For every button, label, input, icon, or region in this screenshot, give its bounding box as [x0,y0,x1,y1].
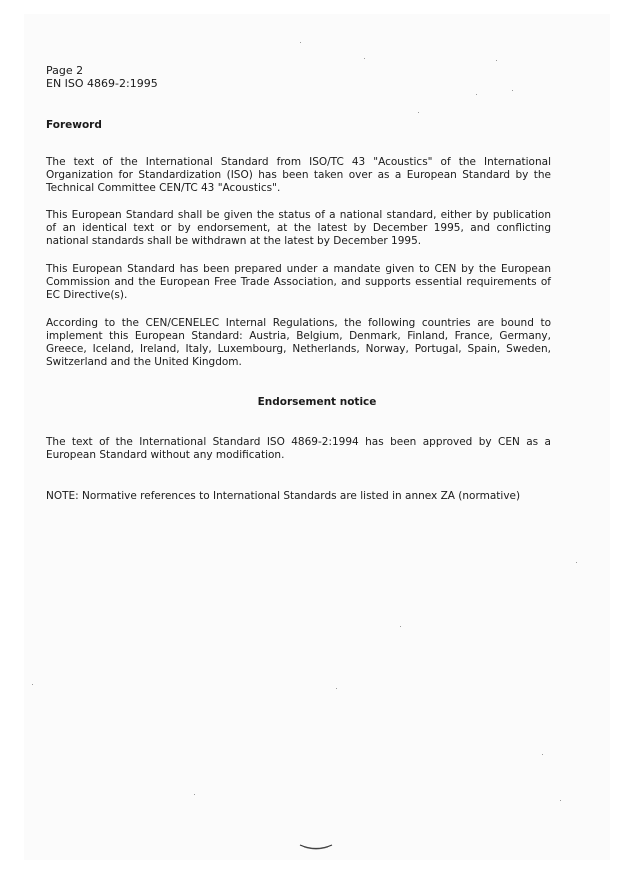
scan-speck [400,626,401,627]
scan-speck [300,42,301,43]
normative-note: NOTE: Normative references to International Standards are listed in annex ZA (normative) [46,490,521,502]
document-id: EN ISO 4869-2:1995 [46,77,158,90]
scan-speck [336,688,337,689]
page-footer-mark-icon [298,842,334,852]
foreword-paragraph-3: This European Standard has been prepared under a mandate given to CEN by the European Commission and the European Free Trade Association, and supports essential requirements of EC Directive(s). [46,263,551,301]
scan-speck [542,754,543,755]
endorsement-text: The text of the International Standard ISO 4869-2:1994 has been approved by CEN as a European Standard without any modification. [46,436,551,461]
foreword-heading: Foreword [46,119,102,131]
foreword-paragraph-1: The text of the International Standard from ISO/TC 43 "Acoustics" of the International Organization for Standardization (ISO) has been taken over as a European Standard by the Technical Committee CEN/TC 43 "Acoustics". [46,156,551,194]
endorsement-heading: Endorsement notice [257,396,377,408]
scan-speck [194,794,195,795]
foreword-paragraph-4: According to the CEN/CENELEC Internal Regulations, the following countries are bound to implement this European Standard: Austria, Belgium, Denmark, Finland, France, Germany, Greece, Iceland, Ireland, Italy, Luxembourg, Netherlands, Norway, Portugal, Spain, Sweden, Switzerland and the United Kingdom. [46,317,551,368]
foreword-paragraph-2: This European Standard shall be given the status of a national standard, either by publication of an identical text or by endorsement, at the latest by December 1995, and conflicting national standards shall be withdrawn at the latest by December 1995. [46,209,551,247]
scan-speck [418,112,419,113]
page-number: Page 2 [46,64,84,77]
scan-speck [32,684,33,685]
document-page [24,14,610,860]
scan-speck [364,58,365,59]
scan-speck [512,90,513,91]
scan-speck [576,562,577,563]
scan-speck [496,60,497,61]
scan-speck [476,94,477,95]
scan-speck [560,800,561,801]
